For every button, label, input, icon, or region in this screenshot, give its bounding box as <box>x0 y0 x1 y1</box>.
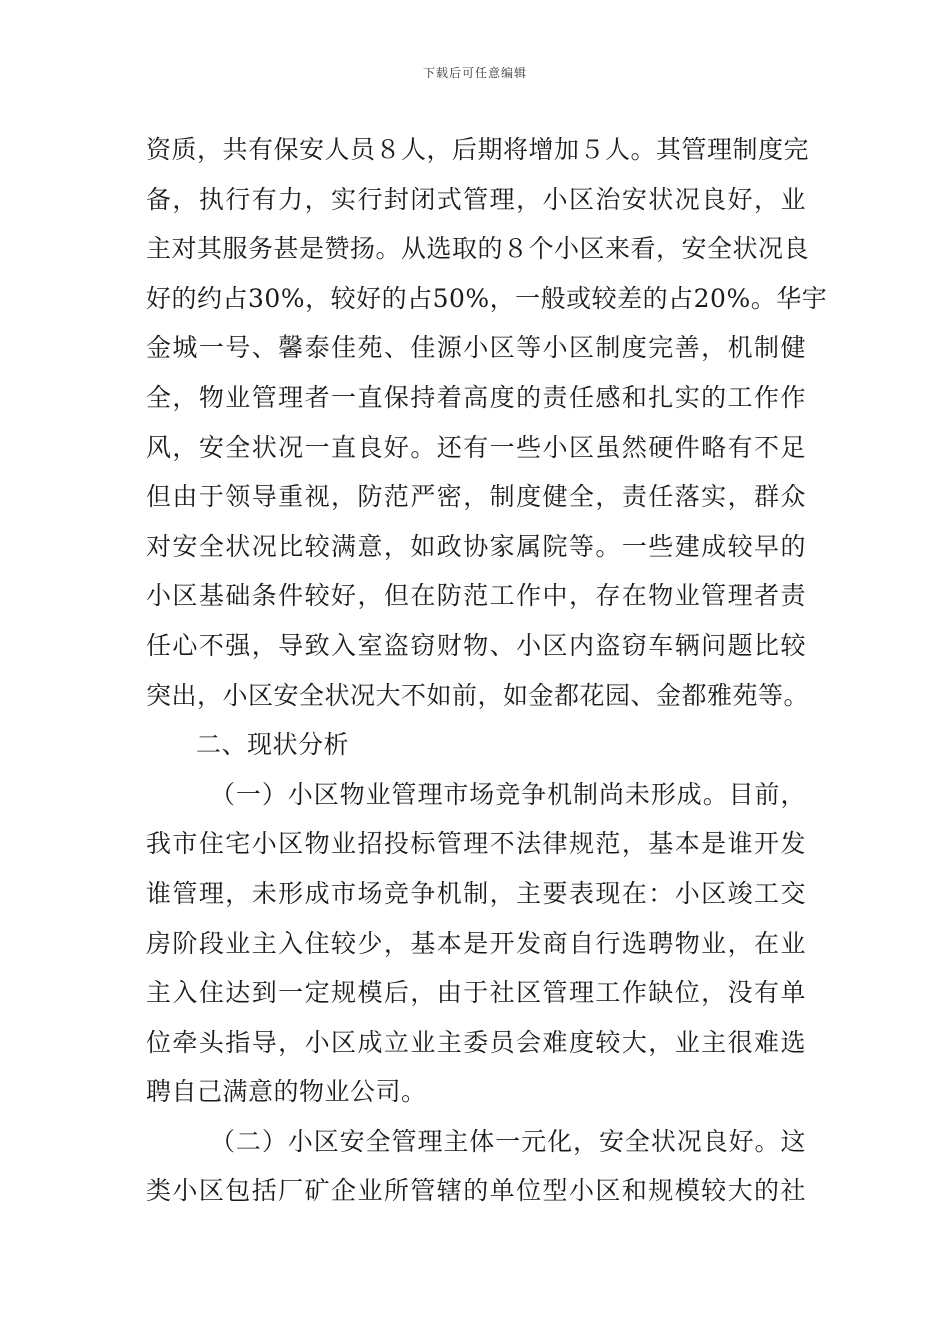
paragraph-section-1 <box>146 770 806 1117</box>
paragraph-continued <box>146 125 828 720</box>
text-line: 主入住达到一定规模后，由于社区管理工作缺位，没有单 <box>146 978 806 1008</box>
text-line: 我市住宅小区物业招投标管理不法律规范，基本是谁开发 <box>146 829 806 859</box>
text-line: （二）小区安全管理主体一元化，安全状况良好。这 <box>210 1126 806 1156</box>
text-line: 谁管理，未形成市场竞争机制，主要表现在：小区竣工交 <box>146 878 806 908</box>
text-line: 好的约占30%，较好的占50%，一般或较差的占20%。华宇 <box>146 283 828 313</box>
text-line: 资质，共有保安人员８人，后期将增加５人。其管理制度完 <box>146 135 810 164</box>
text-line: 对安全状况比较满意，如政协家属院等。一些建成较早的 <box>146 531 806 561</box>
text-line: 备，执行有力，实行封闭式管理，小区治安状况良好，业 <box>146 184 806 214</box>
text-line: 但由于领导重视，防范严密，制度健全，责任落实，群众 <box>146 482 806 512</box>
text-line: 任心不强，导致入室盗窃财物、小区内盗窃车辆问题比较 <box>146 630 806 660</box>
text-line: 主对其服务甚是赞扬。从选取的８个小区来看，安全状况良 <box>146 234 810 264</box>
text-line: 风，安全状况一直良好。还有一些小区虽然硬件略有不足 <box>146 432 806 462</box>
page-header: 下载后可任意编辑 <box>422 66 527 80</box>
text-line: 聘自己满意的物业公司。 <box>146 1077 427 1107</box>
text-line: 房阶段业主入住较少，基本是开发商自行选聘物业，在业 <box>146 928 806 958</box>
paragraph-section-2 <box>146 1117 806 1216</box>
section-heading: 二、现状分析 <box>196 730 350 760</box>
text-line: 全，物业管理者一直保持着高度的责任感和扎实的工作作 <box>146 382 806 412</box>
text-line: 类小区包括厂矿企业所管辖的单位型小区和规模较大的社 <box>146 1176 806 1206</box>
text-line: 小区基础条件较好，但在防范工作中，存在物业管理者责 <box>146 581 806 611</box>
text-line: 位牵头指导，小区成立业主委员会难度较大，业主很难选 <box>146 1027 806 1057</box>
document-body <box>146 125 828 1216</box>
text-line: 突出，小区安全状况大不如前，如金都花园、金都雅苑等。 <box>146 680 810 710</box>
text-line: （一）小区物业管理市场竞争机制尚未形成。目前， <box>210 779 806 809</box>
text-line: 金城一号、馨泰佳苑、佳源小区等小区制度完善，机制健 <box>146 333 806 363</box>
